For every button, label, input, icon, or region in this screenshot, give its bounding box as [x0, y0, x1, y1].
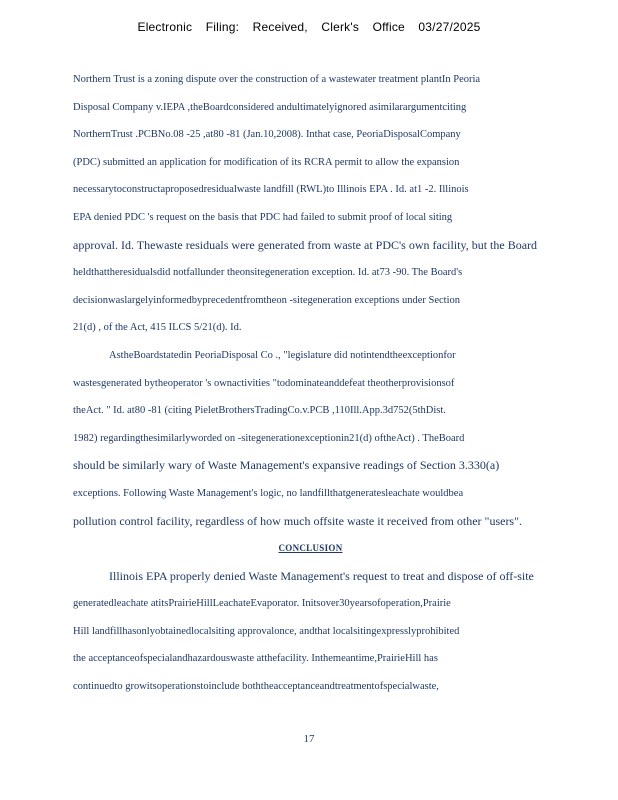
page-number: 17: [303, 733, 315, 745]
text-line: Hill landfillhasonlyobtainedlocalsiting approvalonce, andthat localsitingexpresslyprohibited: [73, 625, 460, 637]
body-text: [73, 66, 548, 701]
filing-stamp: Electronic Filing: Received, Clerk's Office 03/27/2025: [137, 20, 481, 34]
text-line: 21(d) , of the Act, 415 ILCS 5/21(d). Id.: [73, 322, 242, 334]
text-line: Illinois EPA properly denied Waste Management's request to treat and dispose of off-site: [109, 568, 534, 583]
text-line: 1982) regardingthesimilarlyworded on -sitegenerationexceptionin21(d) oftheAct) . TheBoard: [73, 432, 465, 444]
paragraph-peoria-disposal: [73, 342, 548, 535]
text-line: AstheBoardstatedin PeoriaDisposal Co ., "legislature did notintendtheexceptionfor: [109, 349, 456, 361]
text-line: exceptions. Following Waste Management's logic, no landfillthatgeneratesleachate wouldbea: [73, 487, 464, 499]
paragraph-northern-trust: [73, 66, 548, 342]
text-line: EPA denied PDC 's request on the basis that PDC had failed to submit proof of local siting: [73, 211, 453, 223]
text-line: decisionwaslargelyinformedbyprecedentfromtheon -sitegeneration exceptions under Section: [73, 294, 461, 306]
text-line: Northern Trust is a zoning dispute over the construction of a wastewater treatment plantIn Peoria: [73, 74, 481, 85]
text-line: approval. Id. Thewaste residuals were generated from waste at PDC's own facility, but the Board: [73, 237, 538, 252]
text-line: wastesgenerated bytheoperator 's ownactivities "todominateanddefeat theotherprovisionsof: [73, 377, 455, 389]
text-line: theAct. " Id. at80 -81 (citing PieletBrothersTradingCo.v.PCB ,110Ill.App.3d752(5thDist.: [73, 405, 446, 417]
text-line: NorthernTrust .PCBNo.08 -25 ,at80 -81 (Jan.10,2008). Inthat case, PeoriaDisposalCompany: [73, 129, 461, 141]
text-line: should be similarly wary of Waste Management's expansive readings of Section 3.330(a): [73, 458, 500, 473]
text-line: necessarytoconstructaproposedresidualwaste landfill (RWL)to Illinois EPA . Id. at1 -2. Illinois: [73, 184, 469, 196]
conclusion-heading: CONCLUSION: [278, 543, 343, 554]
text-line: heldthattheresidualsdid notfallunder theonsitegeneration exception. Id. at73 -90. The Board's: [73, 267, 463, 279]
text-line: Disposal Company v.IEPA ,theBoardconsidered andultimatelyignored asimilarargumentciting: [73, 101, 467, 113]
paragraph-conclusion: [73, 563, 548, 701]
text-line: generatedleachate atitsPrairieHillLeachateEvaporator. Initsover30yearsofoperation,Prairie: [73, 598, 451, 610]
text-line: the acceptanceofspecialandhazardouswaste atthefacility. Inthemeantime,PrairieHill has: [73, 653, 438, 665]
text-line: (PDC) submitted an application for modification of its RCRA permit to allow the expansion: [73, 156, 460, 168]
text-line: pollution control facility, regardless of how much offsite waste it received from other "users".: [73, 513, 523, 528]
text-line: continuedto growitsoperationstoinclude boththeacceptanceandtreatmentofspecialwaste,: [73, 681, 439, 693]
